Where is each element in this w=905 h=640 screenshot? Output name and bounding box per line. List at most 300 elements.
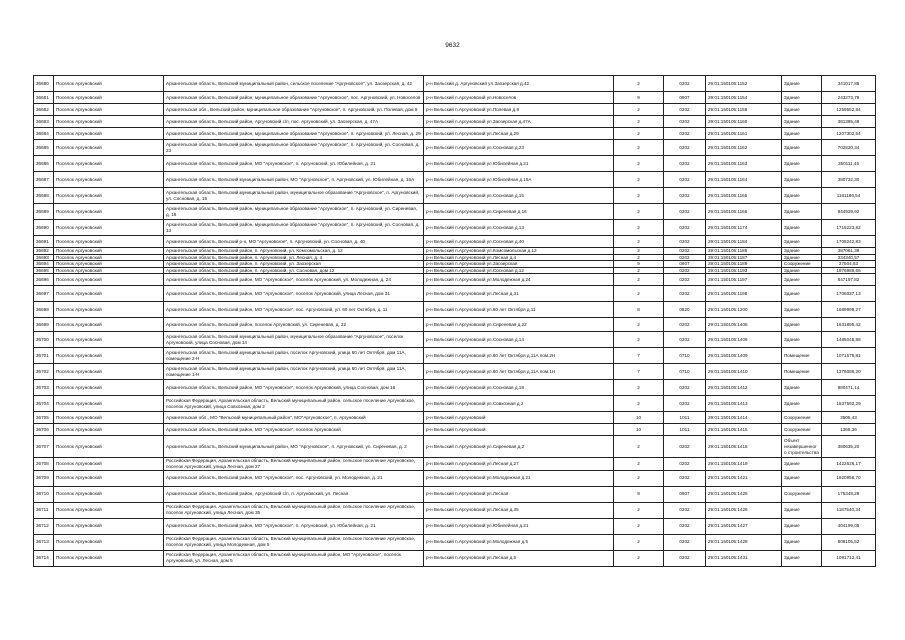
object-id-cell: 36696 [34,274,54,286]
table-row [34,458,876,470]
code-cell: 0202 [664,436,706,458]
code-cell: 0820 [664,302,706,318]
object-type-cell: Здание [782,274,822,286]
category-cell: 2 [614,248,664,255]
table-row [34,104,876,116]
settlement-name-cell: Поселок Аргуновский [54,318,164,332]
settlement-name-cell: Поселок Аргуновский [54,332,164,348]
location-cell: р-н Вельский п.Аргуновский ул.Заозерская д.47А [424,116,614,128]
code-cell: 0710 [664,364,706,380]
cadastral-number-cell: 29:01:150105:1198 [706,286,782,302]
address-cell: Архангельская область, Вельский район, п. Аргуновский, ул. Лесная, д. 4 [164,254,424,261]
cadastral-cost-cell: 1976989,66 [822,267,876,274]
cadastral-number-cell: 29:01:150105:1200 [706,302,782,318]
category-cell: 9 [614,92,664,104]
object-id-cell: 36690 [34,220,54,236]
cadastral-cost-cell: 3505,43 [822,412,876,424]
settlement-name-cell: Поселок Аргуновский [54,104,164,116]
cadastral-cost-cell: 1485048,88 [822,332,876,348]
object-type-cell: Сооружение [782,261,822,268]
cadastral-number-cell: 29:01:150105:1405 [706,318,782,332]
location-cell: р-н Вельский п.Аргуновский ул.60 лет Октября д.11А пом.1Н [424,364,614,380]
address-cell: Архангельская обл., МО "Вельский муниципальный район", МО"Аргуновское", п. Аргуновский [164,412,424,424]
cadastral-cost-cell: 381385,48 [822,116,876,128]
location-cell: р-н Вельский п.Аргуновский ул.Лесная д.5 [424,550,614,566]
category-cell: 2 [614,332,664,348]
code-cell: 0202 [664,188,706,204]
address-cell: Архангельская область, Вельский муниципальный район, МО "Аргуновское", п. Аргуновский, ул. Сиреневая, д. 2 [164,436,424,458]
table-row [34,248,876,255]
object-id-cell: 36695 [34,267,54,274]
settlement-name-cell: Поселок Аргуновский [54,424,164,436]
cadastral-number-cell: 29:01:150105:1161 [706,128,782,140]
address-cell: Архангельская область, Вельский район, поселок Аргуновский, ул. Сиреневая, д. 22 [164,318,424,332]
code-cell: 0202 [664,116,706,128]
settlement-name-cell: Поселок Аргуновский [54,302,164,318]
object-id-cell: 36701 [34,348,54,364]
location-cell: р-н Вельский п.Аргуновский ул.Юбилейная д.21 [424,156,614,172]
table-row [34,76,876,92]
category-cell: 2 [614,188,664,204]
object-id-cell: 36711 [34,502,54,518]
object-id-cell: 36702 [34,364,54,380]
table-row [34,396,876,412]
object-type-cell: Здание [782,254,822,261]
cadastral-number-cell: 29:01:150105:1189 [706,261,782,268]
table-row [34,364,876,380]
settlement-name-cell: Поселок Аргуновский [54,254,164,261]
location-cell: р-н Вельский п.Аргуновский ул.Юбилейная д.21 [424,518,614,534]
code-cell: 0202 [664,156,706,172]
settlement-name-cell: Поселок Аргуновский [54,188,164,204]
category-cell: 2 [614,550,664,566]
category-cell: 9 [614,261,664,268]
object-type-cell: Здание [782,128,822,140]
object-type-cell: Здание [782,302,822,318]
address-cell: Архангельская область, Вельский район, Аргуновский с/п, п. Аргуновский, ул. Лесная [164,486,424,502]
address-cell: Архангельская область, Вельский муниципальный район, МО "Аргуновское", п. Аргуновский, ул. Юбилейная, д. 15А [164,172,424,188]
table-row [34,318,876,332]
object-type-cell: Здание [782,502,822,518]
settlement-name-cell: Поселок Аргуновский [54,220,164,236]
code-cell: 0202 [664,76,706,92]
code-cell: 0202 [664,274,706,286]
cadastral-number-cell: 29:01:150105:1406 [706,332,782,348]
category-cell: 2 [614,104,664,116]
settlement-name-cell: Поселок Аргуновский [54,380,164,396]
object-id-cell: 36692 [34,248,54,255]
cadastral-cost-cell: 1091712,41 [822,550,876,566]
category-cell: 2 [614,286,664,302]
location-cell: р-н Вельский п.Аргуновский ул.Лесная [424,486,614,502]
object-id-cell: 36689 [34,204,54,220]
address-cell: Российская Федерация, Архангельская область, Вельский муниципальный район, сельское поселение Аргуновское, поселок Аргуновский, улица Молодежная, дом 5 [164,534,424,550]
category-cell: 2 [614,220,664,236]
category-cell: 2 [614,502,664,518]
settlement-name-cell: Поселок Аргуновский [54,486,164,502]
settlement-name-cell: Поселок Аргуновский [54,116,164,128]
settlement-name-cell: Поселок Аргуновский [54,364,164,380]
code-cell: 0202 [664,204,706,220]
location-cell: р-н Вельский п.Аргуновский ул.Лесная д.27 [424,458,614,470]
registry-table [33,75,876,567]
location-cell: р-н Вельский п.Аргуновский [424,412,614,424]
object-type-cell: Помещение [782,348,822,364]
cadastral-number-cell: 29:01:150105:1193 [706,267,782,274]
category-cell: 2 [614,458,664,470]
category-cell: 2 [614,156,664,172]
code-cell: 0202 [664,236,706,248]
category-cell: 2 [614,128,664,140]
address-cell: Российская Федерация, Архангельская область, Вельский муниципальный район, сельское поселение Аргуновское, поселок Аргуновский, улица Лесная, дом 35 [164,502,424,518]
cadastral-number-cell: 29:01:150105:1410 [706,364,782,380]
cadastral-cost-cell: 27504,63 [822,261,876,268]
table-row [34,470,876,486]
address-cell: Архангельская область, Вельский район, МО "Аргуновское", пос. Аргуновский, ул. 60 лет Октября, д. 11 [164,302,424,318]
code-cell: 0202 [664,396,706,412]
category-cell: 2 [614,254,664,261]
location-cell: р-н Вельский п.Аргуновский ул.Сосновая д.13 [424,220,614,236]
settlement-name-cell: Поселок Аргуновский [54,92,164,104]
object-id-cell: 36707 [34,436,54,458]
object-type-cell: Здание [782,380,822,396]
settlement-name-cell: Поселок Аргуновский [54,236,164,248]
location-cell: р-н Вельский п.Аргуновский ул.Молодежная д.24 [424,274,614,286]
table-row [34,348,876,364]
location-cell: р-н Вельский п.Аргуновский ул.Заозерская [424,261,614,268]
table-row [34,380,876,396]
object-id-cell: 36703 [34,380,54,396]
object-id-cell: 36684 [34,128,54,140]
code-cell: 1011 [664,424,706,436]
address-cell: Архангельская область, Вельский район, п. Аргуновский, ул. Комсомольская, д. 12 [164,248,424,255]
table-row [34,550,876,566]
location-cell: р-н Вельский п.Аргуновский ул.Молодежная д.5 [424,534,614,550]
object-type-cell: Здание [782,172,822,188]
object-id-cell: 36709 [34,470,54,486]
cadastral-cost-cell: 341017,85 [822,76,876,92]
settlement-name-cell: Поселок Аргуновский [54,396,164,412]
location-cell: р-н Вельский п.Аргуновский ул.Сосновая д.18 [424,380,614,396]
cadastral-cost-cell: 175348,28 [822,486,876,502]
table-row [34,267,876,274]
location-cell: р-н Вельский п.Аргуновский ул.Лесная д.35 [424,502,614,518]
code-cell: 0202 [664,128,706,140]
object-id-cell: 36687 [34,172,54,188]
object-id-cell: 36691 [34,236,54,248]
code-cell: 0907 [664,486,706,502]
cadastral-cost-cell: 1706037,13 [822,286,876,302]
object-type-cell: Здание [782,286,822,302]
cadastral-cost-cell: 944939,92 [822,204,876,220]
code-cell: 0907 [664,92,706,104]
object-id-cell: 36699 [34,318,54,332]
object-id-cell: 36708 [34,458,54,470]
address-cell: Архангельская область, Вельский район, п. Аргуновский, ул. Заозерская [164,261,424,268]
cadastral-cost-cell: 1422626,17 [822,458,876,470]
cadastral-number-cell: 29:01:150105:1152 [706,76,782,92]
table-row [34,412,876,424]
category-cell: 2 [614,274,664,286]
settlement-name-cell: Поселок Аргуновский [54,261,164,268]
location-cell: р-н Вельский п.Аргуновский ул.Совхозная д.2 [424,396,614,412]
object-type-cell: Здание [782,156,822,172]
cadastral-cost-cell: 1368,36 [822,424,876,436]
cadastral-cost-cell: 808105,52 [822,534,876,550]
address-cell: Российская Федерация, Архангельская область, Вельский муниципальный район, сельское поселение Аргуновское, поселок Аргуновский, улица Лесная, дом 27 [164,458,424,470]
code-cell: 0202 [664,318,706,332]
table-row [34,286,876,302]
object-type-cell: Здание [782,332,822,348]
location-cell: р-н Вельский п.Аргуновский ул.Лесная д.4 [424,254,614,261]
settlement-name-cell: Поселок Аргуновский [54,248,164,255]
cadastral-number-cell: 29:01:150105:1413 [706,396,782,412]
category-cell: 2 [614,470,664,486]
cadastral-cost-cell: 1207302,54 [822,128,876,140]
object-type-cell: Здание [782,318,822,332]
object-type-cell: Здание [782,396,822,412]
table-row [34,92,876,104]
code-cell: 0202 [664,286,706,302]
category-cell: 7 [614,348,664,364]
cadastral-cost-cell: 243273,78 [822,92,876,104]
cadastral-cost-cell: 380732,30 [822,172,876,188]
cadastral-number-cell: 29:01:150105:1425 [706,486,782,502]
settlement-name-cell: Поселок Аргуновский [54,274,164,286]
cadastral-number-cell: 29:01:150105:1412 [706,380,782,396]
address-cell: Архангельская область, Вельский р-н, МО "Аргуновское", п. Аргуновский, ул. Сосновая, д. 40 [164,236,424,248]
address-cell: Архангельская область, Вельский район, МО "Аргуновское", поселок Аргуновский, ул. Молодежная, д. 24 [164,274,424,286]
cadastral-cost-cell: 847197,82 [822,274,876,286]
cadastral-number-cell: 29:01:150105:1164 [706,172,782,188]
settlement-name-cell: Поселок Аргуновский [54,128,164,140]
object-id-cell: 36700 [34,332,54,348]
code-cell: 0202 [664,518,706,534]
object-type-cell: Здание [782,116,822,128]
object-type-cell: Сооружение [782,486,822,502]
settlement-name-cell: Поселок Аргуновский [54,412,164,424]
object-id-cell: 36683 [34,116,54,128]
table-row [34,156,876,172]
object-type-cell: Сооружение [782,412,822,424]
object-id-cell: 36714 [34,550,54,566]
object-type-cell: Здание [782,104,822,116]
address-cell: Архангельская область, Вельский район, муниципальное образование "Аргуновское", пос. Аргуновский, ул. Новоселов [164,92,424,104]
cadastral-cost-cell: 380635,20 [822,436,876,458]
category-cell: 10 [614,412,664,424]
object-type-cell: Здание [782,188,822,204]
settlement-name-cell: Поселок Аргуновский [54,534,164,550]
cadastral-number-cell: 29:01:150105:1184 [706,236,782,248]
object-type-cell: Объект незавершенного строительства [782,436,822,458]
category-cell: 2 [614,396,664,412]
code-cell: 0202 [664,104,706,116]
address-cell: Архангельская область, Вельский район, муниципальное образование "Аргуновское", п. Аргуновский, ул. Сиреневая, д. 16 [164,204,424,220]
settlement-name-cell: Поселок Аргуновский [54,470,164,486]
address-cell: Российская Федерация, Архангельская область, Вельский муниципальный район, сельское поселение Аргуновское, поселок Аргуновский, улица Совхозная, дом 2 [164,396,424,412]
cadastral-number-cell: 29:01:150105:1409 [706,348,782,364]
location-cell: р-н Вельский п.Аргуновский ул.Сосновая д.15 [424,188,614,204]
address-cell: Архангельская область, Вельский муниципальный район, муниципальное образование "Аргуновское", п. Аргуновский, ул. Сосновая, д. 15 [164,188,424,204]
object-id-cell: 36712 [34,518,54,534]
category-cell: 2 [614,436,664,458]
table-row [34,254,876,261]
settlement-name-cell: Поселок Аргуновский [54,172,164,188]
object-type-cell: Здание [782,92,822,104]
code-cell: 0202 [664,534,706,550]
category-cell: 2 [614,76,664,92]
address-cell: Архангельская область, Вельский район, п. Аргуновский, ул. Сосновая, дом 12 [164,267,424,274]
object-type-cell: Здание [782,236,822,248]
category-cell: 8 [614,302,664,318]
object-type-cell: Здание [782,470,822,486]
object-id-cell: 36681 [34,92,54,104]
address-cell: Архангельская область, Вельский муниципальный район, поселок Аргуновский, улица 60 лет Октября, дом 11А, помещение 2-Н [164,348,424,364]
code-cell: 0202 [664,502,706,518]
object-id-cell: 36698 [34,302,54,318]
address-cell: Архангельская область, Вельский район, МО "Аргуновское", п. Аргуновский, ул. Юбилейная, д. 21 [164,518,424,534]
address-cell: Архангельская область, Вельский район, МО "Аргуновское", поселок Аргуновский [164,424,424,436]
category-cell: 2 [614,140,664,156]
cadastral-number-cell: 29:01:150105:1165 [706,188,782,204]
table-row [34,302,876,318]
object-id-cell: 36697 [34,286,54,302]
cadastral-number-cell: 29:01:150105:1421 [706,470,782,486]
table-row [34,128,876,140]
cadastral-number-cell: 29:01:150105:1162 [706,140,782,156]
cadastral-number-cell: 29:01:150105:1187 [706,254,782,261]
code-cell: 0202 [664,140,706,156]
location-cell: р-н Вельский п.Аргуновский ул.Сиреневая д.16 [424,204,614,220]
category-cell: 7 [614,364,664,380]
cadastral-number-cell: 29:01:150105:1160 [706,116,782,128]
settlement-name-cell: Поселок Аргуновский [54,502,164,518]
object-id-cell: 36680 [34,76,54,92]
location-cell: р-н Вельский д. Аргуновский ул.Заозерская д.42 [424,76,614,92]
table-row [34,116,876,128]
address-cell: Архангельская область, Вельский муниципальный район, муниципальное образование "Аргуновское", поселок Аргуновский, улица Сосновая, дом 14 [164,332,424,348]
table-row [34,534,876,550]
cadastral-cost-cell: 1537592,29 [822,396,876,412]
object-id-cell: 36685 [34,140,54,156]
object-id-cell: 36706 [34,424,54,436]
location-cell: р-н Вельский п.Аргуновский [424,424,614,436]
code-cell: 0710 [664,348,706,364]
cadastral-cost-cell: 1708242,83 [822,236,876,248]
object-type-cell: Здание [782,76,822,92]
cadastral-cost-cell: 1376086,20 [822,364,876,380]
code-cell: 0202 [664,458,706,470]
object-id-cell: 36694 [34,261,54,268]
cadastral-number-cell: 29:01:150105:1163 [706,156,782,172]
table-row [34,436,876,458]
address-cell: Архангельская область, Вельский район, МО "Аргуновское", п. Аргуновский, ул. Юбилейная, д. 21 [164,156,424,172]
settlement-name-cell: Поселок Аргуновский [54,140,164,156]
object-type-cell: Здание [782,220,822,236]
code-cell: 0202 [664,172,706,188]
category-cell: 2 [614,172,664,188]
cadastral-cost-cell: 1715223,82 [822,220,876,236]
category-cell: 2 [614,380,664,396]
cadastral-number-cell: 29:01:150105:1419 [706,458,782,470]
cadastral-cost-cell: 1071575,81 [822,348,876,364]
cadastral-cost-cell: 1920956,70 [822,470,876,486]
address-cell: Архангельская обл., Вельский район, муниципальное образование "Аргуновское", п. Аргуновский, ул. Полевая, дом 9 [164,104,424,116]
location-cell: р-н Вельский п.Аргуновский ул.Сиреневая д.2 [424,436,614,458]
location-cell: р-н Вельский п.Аргуновский ул.Полевая д.9 [424,104,614,116]
object-type-cell: Здание [782,248,822,255]
address-cell: Архангельская область, Вельский район, муниципальное образование "Аргуновское", п. Аргуновский, ул. Сосновая, д. 23 [164,140,424,156]
location-cell: р-н Вельский п.Аргуновский ул.Лесная д.31 [424,286,614,302]
cadastral-cost-cell: 980471,14 [822,380,876,396]
cadastral-number-cell: 29:01:150105:1166 [706,204,782,220]
cadastral-number-cell: 29:01:150105:1174 [706,220,782,236]
object-id-cell: 36686 [34,156,54,172]
cadastral-number-cell: 29:01:150105:1197 [706,274,782,286]
object-type-cell: Здание [782,534,822,550]
location-cell: р-н Вельский п.Аргуновский ул.Комсомольская д.12 [424,248,614,255]
category-cell: 2 [614,116,664,128]
table-row [34,274,876,286]
location-cell: р-н Вельский п.Аргуновский ул.Сосновая д.23 [424,140,614,156]
table-row [34,424,876,436]
settlement-name-cell: Поселок Аргуновский [54,156,164,172]
settlement-name-cell: Поселок Аргуновский [54,76,164,92]
object-type-cell: Здание [782,458,822,470]
cadastral-number-cell: 29:01:150105:1415 [706,424,782,436]
cadastral-cost-cell: 404199,05 [822,518,876,534]
table-row [34,332,876,348]
cadastral-cost-cell: 350111,45 [822,156,876,172]
object-type-cell: Здание [782,204,822,220]
settlement-name-cell: Поселок Аргуновский [54,348,164,364]
object-id-cell: 36704 [34,396,54,412]
table-row [34,204,876,220]
object-type-cell: Здание [782,140,822,156]
object-id-cell: 36688 [34,188,54,204]
location-cell: р-н Вельский п.Аргуновский ул.Юбилейная д.15А [424,172,614,188]
object-type-cell: Здание [782,518,822,534]
settlement-name-cell: Поселок Аргуновский [54,436,164,458]
category-cell: 9 [614,486,664,502]
category-cell: 2 [614,518,664,534]
table-row [34,236,876,248]
category-cell: 10 [614,424,664,436]
location-cell: р-н Вельский п.Аргуновский ул.Сосновая д.40 [424,236,614,248]
table-body [34,76,876,567]
category-cell: 2 [614,267,664,274]
page-number: 9632 [445,42,460,49]
address-cell: Архангельская область, Вельский район, муниципальное образование "Аргуновское", п. Аргуновский, ул. Лесная, д. 29 [164,128,424,140]
table-row [34,140,876,156]
address-cell: Архангельская область, Вельский район, МО "Аргуновское", пос. Аргуновский, ул. Молодежная, д. 21 [164,470,424,486]
code-cell: 0202 [664,380,706,396]
object-id-cell: 36710 [34,486,54,502]
address-cell: Архангельская область, Вельский район, МО "Аргуновское", поселок Аргуновский, улица Лесная, дом 31 [164,286,424,302]
code-cell: 0202 [664,254,706,261]
settlement-name-cell: Поселок Аргуновский [54,518,164,534]
code-cell: 0202 [664,267,706,274]
settlement-name-cell: Поселок Аргуновский [54,267,164,274]
settlement-name-cell: Поселок Аргуновский [54,550,164,566]
location-cell: р-н Вельский п.Аргуновский ул.60 лет Октября д.11А пом.2Н [424,348,614,364]
object-id-cell: 36682 [34,104,54,116]
category-cell: 2 [614,318,664,332]
cadastral-cost-cell: 1187540,34 [822,502,876,518]
table-row [34,261,876,268]
cadastral-cost-cell: 1689999,27 [822,302,876,318]
table-row [34,502,876,518]
